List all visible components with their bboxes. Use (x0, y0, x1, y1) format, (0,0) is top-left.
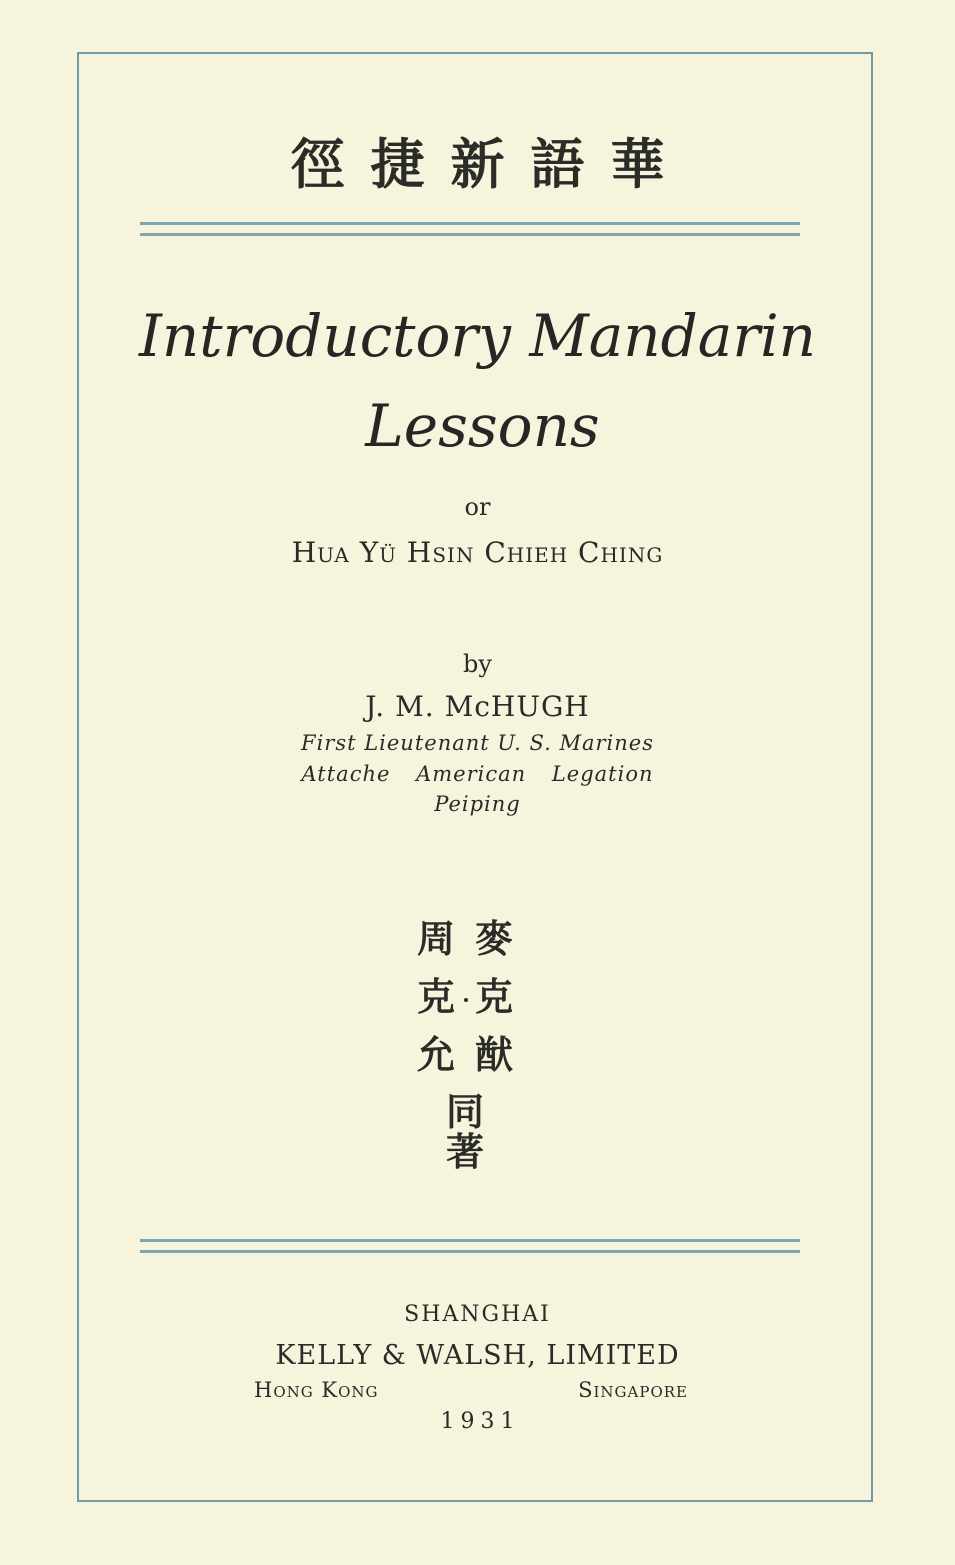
author-city: Peiping (434, 792, 521, 816)
chinese-char: 猷 (474, 1032, 513, 1077)
chinese-char: 周 (416, 916, 455, 961)
chinese-char: 麥 (474, 916, 513, 961)
chinese-char: 著 (445, 1129, 484, 1174)
publisher-city: SHANGHAI (404, 1302, 551, 1327)
publication-year: 1931 (440, 1409, 521, 1434)
double-rule-bottom-upper (140, 1239, 800, 1242)
chinese-author-left-column (412, 910, 460, 1084)
double-rule-top-upper (140, 222, 800, 225)
title-line-1: Introductory Mandarin (139, 302, 816, 370)
publisher-name: KELLY & WALSH, LIMITED (275, 1340, 680, 1371)
chinese-joint-authorship (441, 1089, 489, 1174)
chinese-char: 克 (416, 974, 455, 1019)
publisher-branch-hong-kong: Hong Kong (254, 1378, 379, 1402)
chinese-char: 允 (416, 1032, 455, 1077)
chinese-char: 同 (445, 1089, 484, 1134)
publisher-branch-singapore: Singapore (578, 1378, 688, 1402)
double-rule-top-lower (140, 233, 800, 236)
author-rank: First Lieutenant U. S. Marines (301, 731, 654, 755)
chinese-author-right-column (470, 910, 518, 1084)
separator-dot (464, 998, 468, 1002)
by-label: by (463, 650, 492, 678)
subtitle-romanized: Hua Yü Hsin Chieh Ching (291, 536, 664, 569)
chinese-title: 徑捷新語華 (290, 132, 691, 196)
author-name: J. M. McHUGH (365, 690, 590, 723)
title-line-2: Lessons (365, 392, 600, 460)
chinese-char: 克 (474, 974, 513, 1019)
author-position: Attache American Legation (301, 762, 654, 786)
connector-or: or (464, 493, 491, 521)
double-rule-bottom-lower (140, 1250, 800, 1253)
